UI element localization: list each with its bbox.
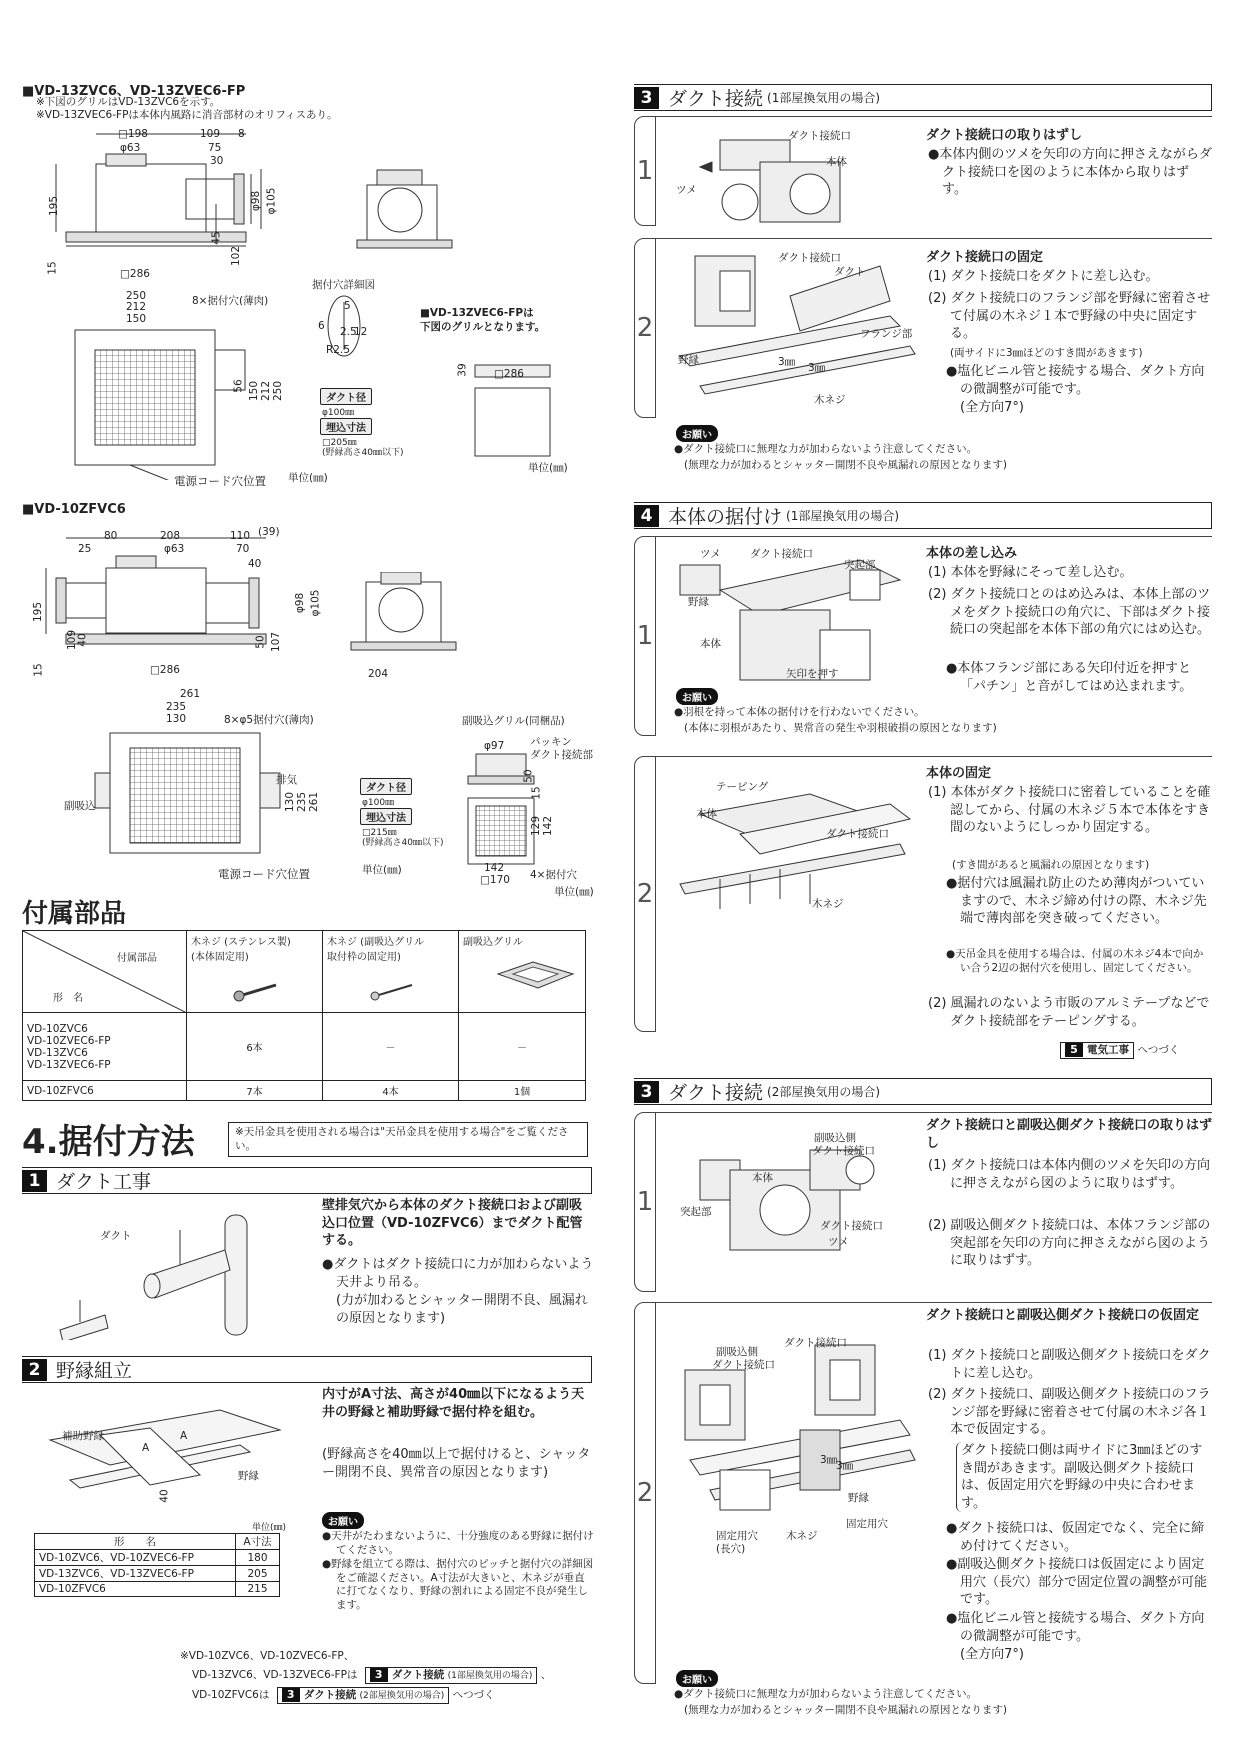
dim-label: 15: [530, 786, 543, 800]
dim-label: 15: [32, 663, 45, 677]
fig-label: 副吸込側: [716, 1346, 758, 1358]
step-text: ●本体フランジ部にある矢印付近を押すと「パチン」と音がしてはめ込まれます。: [946, 661, 1193, 694]
step-heading: 本体の固定: [926, 766, 992, 781]
model1-title: ■VD-13ZVC6、VD-13ZVEC6-FP: [22, 84, 246, 99]
install-note: ※天吊金具を使用される場合は"天吊金具を使用する場合"をご覧ください。: [228, 1122, 588, 1157]
dim-label: 70: [236, 543, 250, 555]
step-text: (2) ダクト接続口、副吸込側ダクト接続口のフランジ部を野縁に密着させて付属の木ネジ各１本で仮固定する。: [928, 1387, 1211, 1438]
furring-label: 40: [158, 1489, 171, 1503]
fig-label: ダクト接続口: [820, 1220, 883, 1232]
embed-size-value: □205㎜: [322, 438, 357, 448]
dim-label: 261: [308, 791, 321, 813]
request-badge: お願い: [322, 1512, 364, 1529]
mount-hole-label: 4×据付穴: [530, 869, 577, 881]
hole-detail-title: 据付穴詳細図: [312, 279, 375, 291]
request-sub: (無理な力が加わるとシャッター開閉不良や風漏れの原因となります): [684, 459, 1007, 471]
col-header: 木ネジ (副吸込グリル 取付枠の固定用): [327, 937, 425, 963]
table-cell: 180: [236, 1550, 280, 1566]
dim-label: □198: [118, 128, 148, 140]
fig-label: 矢印を押す: [786, 668, 839, 680]
screw-icon: [367, 979, 427, 1003]
step-text: (2) ダクト接続口とのはめ込みは、本体上部のツメをダクト接続口の角穴に、下部はダクト接続口の突起部を本体下部の角穴にはめ込む。: [928, 587, 1211, 638]
fig-label: 本体: [752, 1172, 773, 1184]
unit-label: 単位(㎜): [528, 462, 568, 474]
step-subtext: (全方向7°): [960, 1647, 1024, 1662]
section-duct-connection-2room: 3 ダクト接続 (2部屋換気用の場合): [634, 1078, 1212, 1105]
fig-label: ダクト接続口: [712, 1359, 775, 1371]
step-text: ●塩化ビニル管と接続する場合、ダクト方向の微調整が可能です。: [946, 364, 1205, 397]
fig-label: ダクト接続口: [784, 1337, 847, 1349]
step-2: 2: [634, 756, 656, 1032]
col-header: 木ネジ (ステンレス製) (本体固定用): [191, 937, 291, 963]
dim-label: φ105: [309, 589, 322, 617]
dim-label: 150: [126, 313, 147, 325]
furring-label: A: [180, 1430, 188, 1442]
table-cell: 215: [236, 1582, 280, 1597]
section-body-install: 4 本体の据付け (1部屋換気用の場合): [634, 502, 1212, 529]
fig-label: 3㎜: [836, 1460, 854, 1472]
fig-label: 3㎜: [778, 356, 796, 368]
dim-label: 80: [104, 530, 118, 542]
embed-size-sub: (野縁高さ40㎜以下): [322, 448, 404, 458]
dim-label: 212: [260, 380, 273, 402]
embed-size-tag: 埋込寸法: [320, 418, 372, 435]
fig-label: ダクト: [834, 266, 866, 278]
dim-label: 250: [126, 290, 147, 302]
step-1: 1: [634, 1112, 656, 1292]
packing-label: パッキン: [530, 736, 572, 748]
request-badge: お願い: [676, 425, 718, 442]
fig-label: 突起部: [680, 1206, 712, 1218]
dim-label: 40: [76, 633, 89, 647]
duct-diameter-value: φ100㎜: [362, 798, 395, 808]
table-cell: VD-10ZVC6、VD-10ZVEC6-FP: [35, 1550, 236, 1566]
unit-label: 単位(㎜): [554, 886, 594, 898]
model1-note1: ※下図のグリルはVD-13ZVC6を示す。: [36, 96, 221, 108]
fig-label: ツメ: [676, 184, 697, 196]
dim-label: φ98: [294, 592, 307, 614]
fig-label: テーピング: [716, 781, 769, 793]
duct-work-paren: (力が加わるとシャッター開閉不良、風漏れの原因となります): [336, 1293, 588, 1326]
corner-bottom: 形 名: [53, 993, 83, 1004]
dim-label: (39): [258, 526, 280, 538]
request-badge: お願い: [676, 688, 718, 705]
table-cell: VD-10ZFVC6: [35, 1582, 236, 1597]
fig-label: 副吸込側: [814, 1132, 856, 1144]
step-2: 2: [634, 1302, 656, 1684]
dim-label: φ105: [265, 187, 278, 215]
dim-label: φ63: [164, 543, 185, 555]
fig-label: 野縁: [848, 1492, 869, 1504]
model1-note2: ※VD-13ZVEC6-FPは本体内風路に消音部材のオリフィスあり。: [36, 109, 338, 121]
table-cell: 205: [236, 1566, 280, 1582]
cord-hole-label: 電源コード穴位置: [174, 474, 266, 488]
furring-paren: (野縁高さを40㎜以上で据付けると、シャッター開閉不良、異常音の原因となります): [322, 1447, 591, 1480]
step-heading: ダクト接続口と副吸込側ダクト接続口の仮固定: [926, 1308, 1200, 1323]
fig-label: 固定用穴: [716, 1530, 758, 1542]
duct-label: ダクト: [100, 1230, 132, 1242]
dim-label: 75: [208, 142, 222, 154]
fig-label: 固定用穴: [846, 1518, 888, 1530]
grille-icon: [488, 954, 578, 994]
dim-label: 39: [456, 363, 469, 377]
dim-label: 8×φ5据付穴(薄肉): [224, 714, 314, 726]
request-item: ●野縁を組立てる際は、据付穴のピッチと据付穴の詳細図をご確認ください。A寸法が大きいと、木ネジが垂直に打てなくなり、野縁の割れによる固定不良が発生します。: [322, 1558, 594, 1611]
corner-top: 付属部品: [117, 953, 157, 964]
fig-label: 3㎜: [808, 362, 826, 374]
step-heading: 本体の差し込み: [926, 546, 1018, 561]
dim-label: 129: [530, 815, 543, 837]
row-value: 4本: [323, 1081, 459, 1101]
model2-front-drawing: [346, 572, 466, 672]
dim-label: □170: [480, 874, 510, 886]
dim-label: φ97: [484, 740, 505, 752]
dim-label: 107: [270, 631, 283, 653]
step-subtext: (全方向7°): [960, 400, 1024, 415]
footer-line1: ※VD-10ZVC6、VD-10ZVEC6-FP、: [180, 1650, 355, 1662]
request-sub: (本体に羽根があたり、異常音の発生や羽根破損の原因となります): [684, 722, 997, 734]
step-text: (2) 風漏れのないよう市販のアルミテープなどでダクト接続部をテーピングする。: [928, 996, 1210, 1029]
dim-label: 2.5: [340, 326, 357, 338]
dim-label: 56: [232, 379, 245, 393]
dim-label: 235: [166, 701, 187, 713]
footer-line3: VD-10ZFVC6は 3 ダクト接続 (2部屋換気用の場合) へつづく: [192, 1687, 495, 1704]
dim-label: 195: [32, 601, 45, 623]
dim-label: 6: [318, 320, 325, 332]
dim-label: 208: [160, 530, 181, 542]
step-2: 2: [634, 238, 656, 418]
step-text: (2) 副吸込側ダクト接続口は、本体フランジ部の突起部を矢印の方向に押さえながら図のように取りはずす。: [928, 1218, 1211, 1269]
step-subtext: (両サイドに3㎜ほどのすき間があきます): [950, 347, 1143, 359]
dim-label: 50: [254, 635, 267, 649]
continue-ref: 5 電気工事 へつづく: [1060, 1042, 1179, 1059]
step-1: 1: [634, 116, 656, 226]
step-text: ●本体内側のツメを矢印の方向に押さえながらダクト接続口を図のように本体から取りはずす。: [928, 147, 1212, 198]
fig-label: 野縁: [678, 354, 699, 366]
dim-label: 195: [48, 195, 61, 217]
duct-joint-label: ダクト接続部: [530, 749, 593, 761]
fig-label: 本体: [696, 808, 717, 820]
dim-label: 8: [238, 128, 245, 140]
cord-hole-label: 電源コード穴位置: [218, 867, 310, 881]
furring-label: 補助野縁: [62, 1430, 104, 1442]
dim-label: 109: [200, 128, 221, 140]
body-fix-drawing: [660, 774, 920, 934]
fig-label: 突起部: [844, 559, 876, 571]
model2-title: ■VD-10ZFVC6: [22, 502, 126, 517]
duct-work-lead: 壁排気穴から本体のダクト接続口および副吸込口位置（VD-10ZFVC6）までダクト配管する。: [322, 1198, 583, 1249]
fig-label: フランジ部: [860, 328, 913, 340]
col-header: 副吸込グリル: [463, 937, 523, 948]
embed-size-sub: (野縁高さ40㎜以下): [362, 838, 444, 848]
step-heading: ダクト接続口と副吸込側ダクト接続口の取りはずし: [926, 1118, 1213, 1151]
install-title: 4.据付方法: [22, 1122, 195, 1162]
duct-work-drawing: [40, 1210, 290, 1340]
fig-label: ツメ: [828, 1236, 849, 1248]
dim-label: 40: [248, 558, 262, 570]
duct-diameter-tag: ダクト径: [320, 388, 372, 405]
model1-bottom-drawing: [70, 325, 290, 480]
dim-label: 5: [344, 300, 351, 312]
fig-label: ツメ: [700, 548, 721, 560]
dim-label: 130: [166, 713, 187, 725]
screw-icon: [231, 979, 291, 1003]
dim-label: 15: [46, 261, 59, 275]
dim-label: 204: [368, 668, 389, 680]
accessories-table: [22, 930, 586, 1101]
a-dimension-table: [34, 1533, 280, 1597]
dim-label: φ63: [120, 142, 141, 154]
embed-size-value: □215㎜: [362, 828, 397, 838]
furring-lead: 内寸がA寸法、高さが40㎜以下になるよう天井の野縁と補助野縁で据付枠を組む。: [322, 1387, 585, 1420]
fig-label: ダクト接続口: [788, 130, 851, 142]
step-text: ●天吊金具を使用する場合は、付属の木ネジ4本で向かい合う2辺の据付穴を使用し、固定してください。: [946, 948, 1204, 974]
furring-label: A: [142, 1442, 150, 1454]
section-duct-work: 1 ダクト工事: [22, 1167, 592, 1194]
table-header: A寸法: [236, 1534, 280, 1550]
fig-label: 3㎜: [820, 1454, 838, 1466]
step-heading: ダクト接続口の固定: [926, 250, 1044, 265]
step-text: (1) 本体がダクト接続口に密着していることを確認してから、付属の木ネジ５本で本体をすき間のないようにしっかり固定する。: [928, 785, 1211, 836]
step-text: (2) ダクト接続口のフランジ部を野縁に密着させて付属の木ネジ１本で野縁の中央に固定する。: [928, 291, 1211, 342]
model1-front-drawing: [352, 165, 462, 265]
step-text: ●副吸込側ダクト接続口は仮固定により固定用穴（長穴）部分で固定位置の調整が可能です。: [946, 1557, 1208, 1608]
row-value: 7本: [187, 1081, 323, 1101]
dim-label: 12: [354, 326, 368, 338]
table-cell: VD-13ZVC6、VD-13ZVEC6-FP: [35, 1566, 236, 1582]
dim-label: 109: [66, 629, 79, 651]
exhaust-label: 排気: [276, 774, 297, 786]
step-text: ●据付穴は風漏れ防止のため薄肉がついていますので、木ネジ締め付けの際、木ネジ先端で薄肉部を突き破ってください。: [946, 876, 1207, 927]
section-furring: 2 野縁組立: [22, 1356, 592, 1383]
step-text: ●塩化ビニル管と接続する場合、ダクト方向の微調整が可能です。: [946, 1611, 1205, 1644]
fig-label: 本体: [826, 156, 847, 168]
section-duct-connection-1room: 3 ダクト接続 (1部屋換気用の場合): [634, 84, 1212, 111]
step-subtext: (すき間があると風漏れの原因となります): [952, 859, 1150, 871]
duct-diameter-tag: ダクト径: [360, 778, 412, 795]
step-heading: ダクト接続口の取りはずし: [926, 128, 1083, 143]
step-note: ダクト接続口側は両サイドに3㎜ほどのすき間があきます。副吸込側ダクト接続口は、仮固定用穴を野縁の中央に合わせます。: [956, 1442, 1212, 1512]
dim-label: 261: [180, 688, 201, 700]
fp-grille-note: ■VD-13ZVEC6-FPは 下図のグリルとなります。: [420, 307, 546, 333]
row-name: VD-10ZFVC6: [23, 1081, 187, 1101]
dim-label: 110: [230, 530, 251, 542]
dim-label: 235: [296, 791, 309, 813]
fig-label: (長穴): [716, 1543, 746, 1555]
dim-label: □286: [494, 368, 524, 380]
grille-title: 副吸込グリル(同梱品): [462, 715, 565, 727]
fig-label: 木ネジ: [814, 394, 846, 406]
dim-label: 30: [210, 155, 224, 167]
dim-label: 8×据付穴(薄肉): [192, 295, 269, 307]
row-value: －: [459, 1013, 586, 1081]
row-value: 1個: [459, 1081, 586, 1101]
fig-label: 木ネジ: [812, 898, 844, 910]
accessories-title: 付属部品: [22, 899, 127, 929]
dim-label: 130: [284, 791, 297, 813]
step-1: 1: [634, 536, 656, 736]
dim-label: R2.5: [326, 344, 350, 356]
dim-label: 50: [522, 769, 535, 783]
duct-fix-2room-drawing: [660, 1340, 920, 1540]
fig-label: ダクト接続口: [826, 828, 889, 840]
dim-label: 25: [78, 543, 92, 555]
step-text: (1) ダクト接続口と副吸込側ダクト接続口をダクトに差し込む。: [928, 1348, 1211, 1381]
embed-size-tag: 埋込寸法: [360, 808, 412, 825]
fig-label: 野縁: [688, 596, 709, 608]
request-badge: お願い: [676, 1670, 718, 1687]
request-item: ●天井がたわまないように、十分強度のある野縁に据付けてください。: [322, 1530, 594, 1556]
table-header: 形 名: [35, 1534, 236, 1550]
dim-label: 212: [126, 301, 147, 313]
step-text: ●ダクト接続口は、仮固定でなく、完全に締め付けてください。: [946, 1521, 1205, 1554]
dim-label: 142: [484, 862, 505, 874]
furring-label: 野縁: [238, 1470, 259, 1482]
duct-work-bullet: ●ダクトはダクト接続口に力が加わらないよう天井より吊る。: [322, 1257, 594, 1290]
dim-label: 150: [248, 380, 261, 402]
row-value: 6本: [187, 1013, 323, 1081]
step-text: (1) ダクト接続口は本体内側のツメを矢印の方向に押さえながら図のように取りはずす。: [928, 1158, 1211, 1191]
dim-label: □286: [150, 664, 180, 676]
duct-diameter-value: φ100㎜: [322, 408, 355, 418]
unit-label: 単位(㎜): [252, 1523, 287, 1533]
dim-label: 102: [230, 245, 243, 267]
sub-inlet-label: 副吸込: [64, 800, 96, 812]
row-value: －: [323, 1013, 459, 1081]
dim-label: 250: [272, 380, 285, 402]
dim-label: 142: [542, 815, 555, 837]
step-text: (1) ダクト接続口をダクトに差し込む。: [928, 269, 1159, 284]
request-item: ●ダクト接続口に無理な力が加わらないよう注意してください。: [674, 443, 978, 455]
fig-label: ダクト接続口: [812, 1145, 875, 1157]
unit-label: 単位(㎜): [362, 864, 402, 876]
row-name: VD-10ZVC6 VD-10ZVEC6-FP VD-13ZVC6 VD-13ZVEC6-FP: [23, 1013, 187, 1081]
fig-label: ダクト接続口: [778, 252, 841, 264]
dim-label: φ98: [250, 190, 263, 212]
dim-label: 45: [210, 231, 223, 245]
dim-label: □286: [120, 268, 150, 280]
fig-label: 木ネジ: [786, 1530, 818, 1542]
request-item: ●ダクト接続口に無理な力が加わらないよう注意してください。: [674, 1688, 978, 1700]
request-sub: (無理な力が加わるとシャッター開閉不良や風漏れの原因となります): [684, 1704, 1007, 1716]
fig-label: ダクト接続口: [750, 548, 813, 560]
request-item: ●羽根を持って本体の据付けを行わないでください。: [674, 706, 925, 718]
unit-label: 単位(㎜): [288, 472, 328, 484]
footer-line2: VD-13ZVC6、VD-13ZVEC6-FPは 3 ダクト接続 (1部屋換気用の場合) 、: [192, 1667, 551, 1684]
fig-label: 本体: [700, 638, 721, 650]
step-text: (1) 本体を野縁にそって差し込む。: [928, 565, 1133, 580]
